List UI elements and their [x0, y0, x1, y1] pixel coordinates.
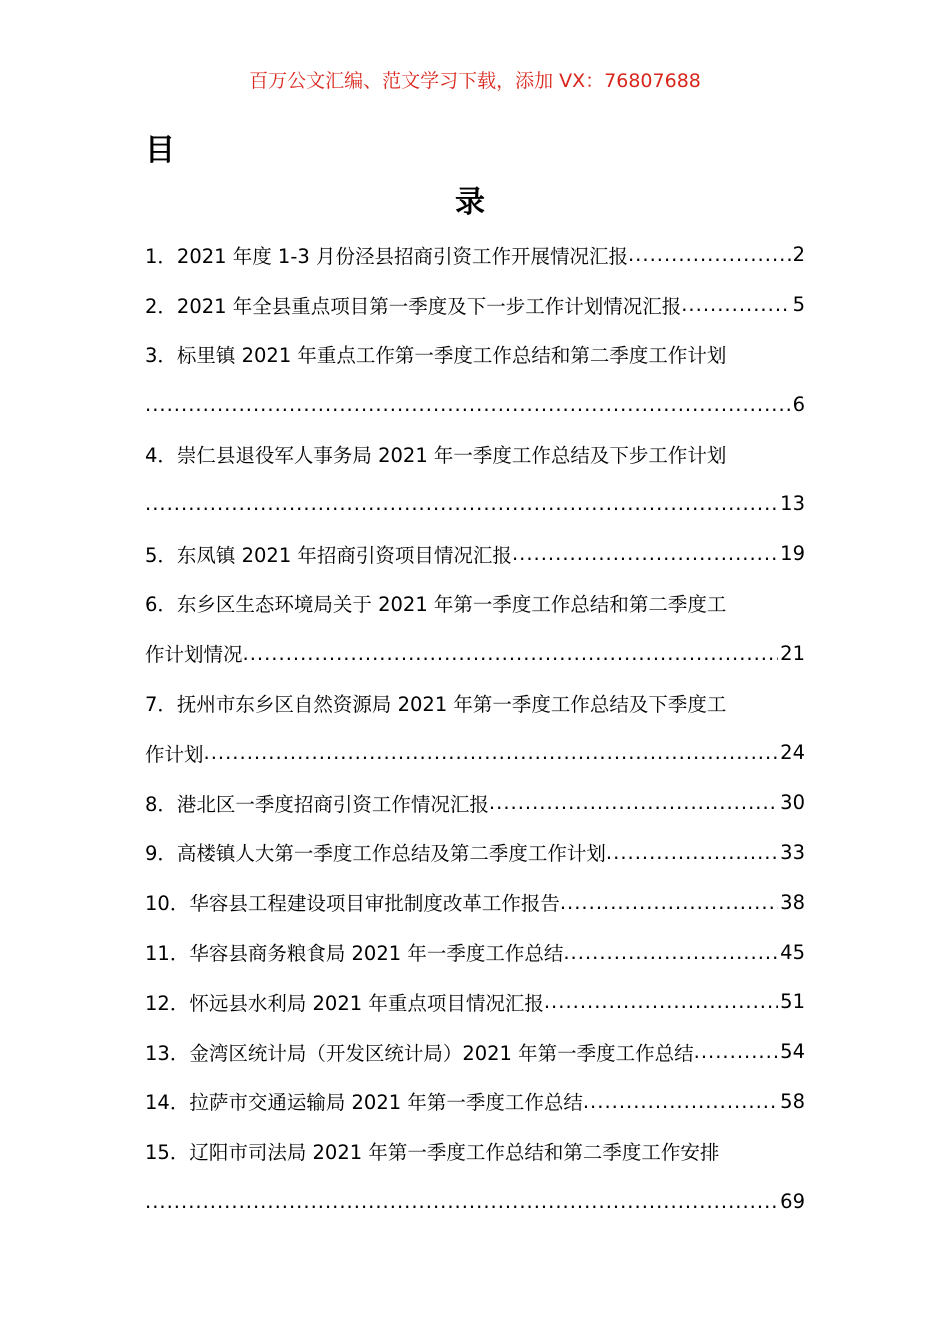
toc-entry-continuation[interactable]	[145, 728, 805, 778]
toc-page-number: 5	[792, 293, 805, 317]
toc-page-number: 2	[792, 243, 805, 267]
toc-entry-title: 2．2021 年全县重点项目第一季度及下一步工作计划情况汇报	[145, 294, 682, 318]
toc-entry[interactable]	[145, 280, 805, 330]
toc-leader-dots	[544, 990, 778, 1013]
toc-page-number: 45	[780, 940, 805, 964]
toc-entry-title: 6．东乡区生态环境局关于 2021 年第一季度工作总结和第二季度工	[145, 593, 727, 617]
toc-entry-title: 10．华容县工程建设项目审批制度改革工作报告	[145, 892, 560, 916]
toc-entry-title: 15．辽阳市司法局 2021 年第一季度工作总结和第二季度工作安排	[145, 1141, 720, 1165]
toc-entry-continuation[interactable]	[145, 1176, 805, 1226]
toc-entry-title: 5．东凤镇 2021 年招商引资项目情况汇报	[145, 543, 512, 567]
toc-entry[interactable]	[145, 1077, 805, 1127]
toc-entry[interactable]	[145, 230, 805, 280]
toc-leader-dots	[606, 841, 778, 864]
toc-page-number: 69	[780, 1189, 805, 1213]
toc-page-number: 6	[792, 392, 805, 416]
toc-title-part1: 目	[145, 133, 175, 168]
toc-entry-title: 14．拉萨市交通运输局 2021 年第一季度工作总结	[145, 1091, 583, 1115]
toc-entry[interactable]	[145, 828, 805, 878]
toc-entry[interactable]	[145, 877, 805, 927]
toc-entry[interactable]	[145, 778, 805, 828]
toc-page-number: 54	[780, 1040, 805, 1064]
toc-leader-dots	[628, 243, 791, 266]
toc-entry-title: 3．标里镇 2021 年重点工作第一季度工作总结和第二季度工作计划	[145, 344, 727, 368]
toc-entry-continuation[interactable]	[145, 379, 805, 429]
toc-entry[interactable]	[145, 1027, 805, 1077]
toc-entry-title: 11．华容县商务粮食局 2021 年一季度工作总结	[145, 942, 564, 966]
toc-page-number: 21	[780, 641, 805, 665]
toc-entry[interactable]	[145, 529, 805, 579]
toc-entry[interactable]	[145, 678, 805, 728]
toc-entry[interactable]	[145, 429, 805, 479]
toc-leader-dots	[204, 741, 779, 764]
toc-entry[interactable]	[145, 977, 805, 1027]
toc-entry-title: 1．2021 年度 1-3 月份泾县招商引资工作开展情况汇报	[145, 244, 628, 268]
toc-page-number: 33	[780, 840, 805, 864]
toc-leader-dots	[560, 891, 778, 914]
toc-entry-title: 12．怀远县水利局 2021 年重点项目情况汇报	[145, 991, 544, 1015]
toc-entry-continuation[interactable]	[145, 479, 805, 529]
toc-entry-title: 7．抚州市东乡区自然资源局 2021 年第一季度工作总结及下季度工	[145, 693, 727, 717]
toc-page-number: 19	[780, 542, 805, 566]
toc-leader-dots	[681, 293, 790, 316]
toc-leader-dots	[243, 642, 779, 665]
toc-leader-dots	[694, 1040, 779, 1063]
toc-page-number: 38	[780, 890, 805, 914]
toc-page-number: 24	[780, 741, 805, 765]
toc-leader-dots	[583, 1090, 778, 1113]
toc-entry[interactable]	[145, 330, 805, 380]
toc-page-number: 30	[780, 791, 805, 815]
toc-entry-title-cont: 作计划	[145, 742, 204, 766]
toc-leader-dots	[512, 542, 778, 565]
toc-entry-title: 9．高楼镇人大第一季度工作总结及第二季度工作计划	[145, 842, 606, 866]
toc-leader-dots	[563, 941, 778, 964]
toc-page-number: 58	[780, 1089, 805, 1113]
toc-entry-continuation[interactable]	[145, 628, 805, 678]
toc-leader-dots	[145, 492, 778, 515]
toc-entry-title: 8．港北区一季度招商引资工作情况汇报	[145, 792, 489, 816]
toc-leader-dots	[145, 393, 791, 416]
toc-entry[interactable]	[145, 1126, 805, 1176]
toc-entry[interactable]	[145, 927, 805, 977]
toc-entry-title: 13．金湾区统计局（开发区统计局）2021 年第一季度工作总结	[145, 1041, 694, 1065]
table-of-contents	[145, 230, 805, 1226]
toc-page-number: 13	[780, 492, 805, 516]
header-banner: 百万公文汇编、范文学习下载，添加 VX：76807688	[249, 70, 701, 92]
toc-entry-title-cont: 作计划情况	[145, 643, 243, 667]
toc-page-number: 51	[780, 990, 805, 1014]
toc-title-part2: 录	[455, 185, 485, 220]
toc-entry-title: 4．崇仁县退役军人事务局 2021 年一季度工作总结及下步工作计划	[145, 444, 727, 468]
toc-entry[interactable]	[145, 579, 805, 629]
toc-leader-dots	[489, 791, 778, 814]
toc-leader-dots	[145, 1190, 778, 1213]
